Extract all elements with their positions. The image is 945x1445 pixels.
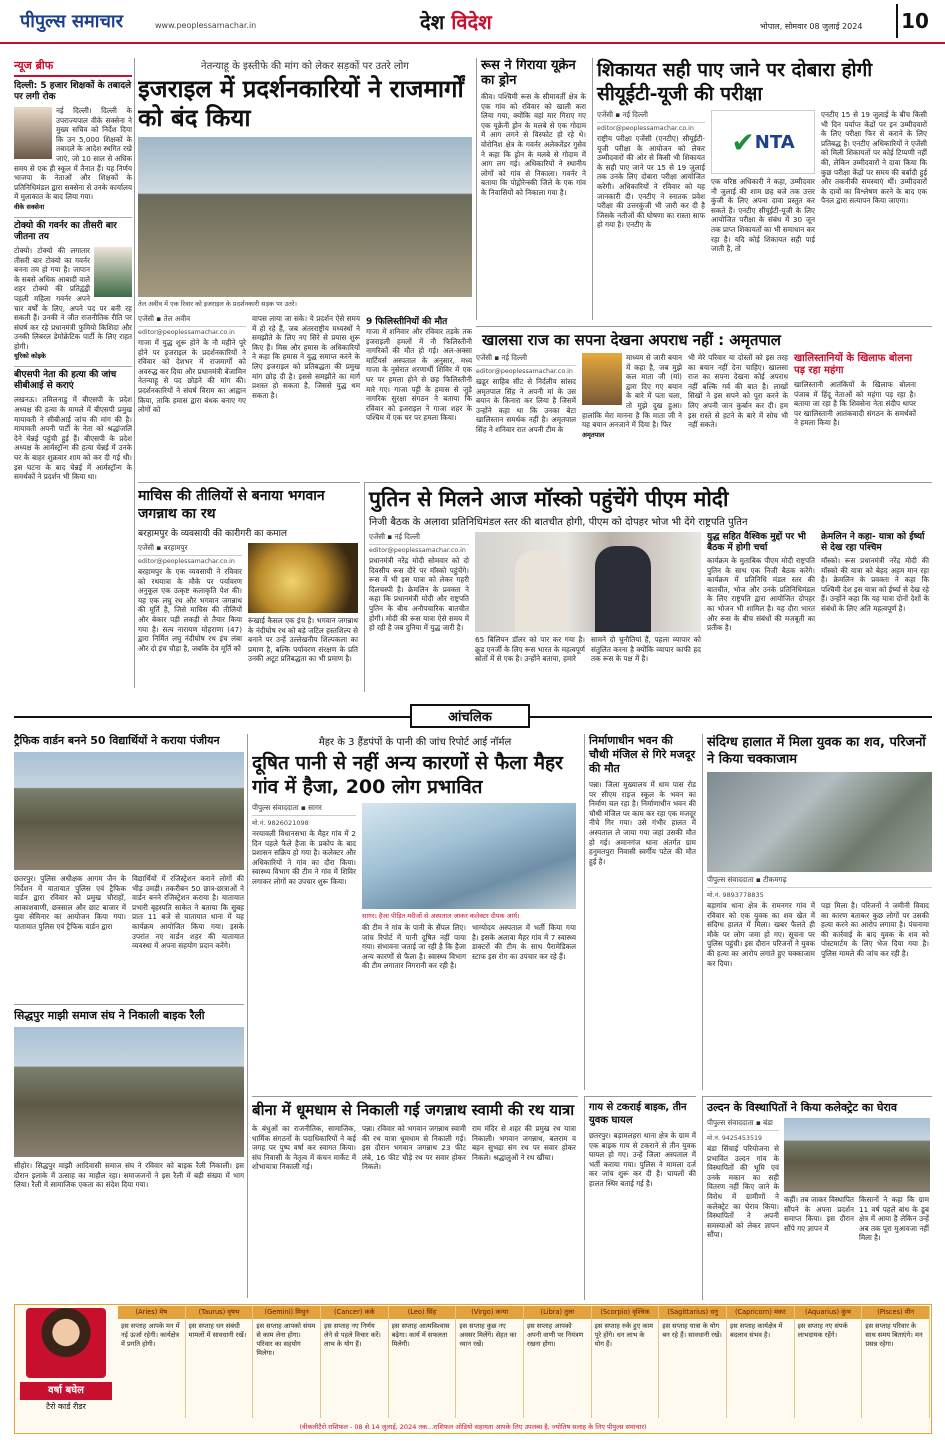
bina-col3: राम मंदिर से शहर की प्रमुख रथ यात्रा निकाली। भगवान जगन्नाथ, बलराम व बहन सुभद्रा संग रथ पर सवार होकर निकले। श्रद्धालुओं ने रथ खींचा। (472, 1124, 576, 1162)
amritpal-col3: भी मेरे परिवार या दोस्तों को इस तरह का बयान नहीं देना चाहिए। खालसा राज का सपना देखना कोई अपराध नहीं बल्कि गर्व की बात है। लाखों सिखों ने इस सपने को पूरा करने के लिए अपनी जान कुर्बान कर दी। हम इस रास्ते से हटने के बारे में सोच भी नहीं सकते। (688, 353, 788, 430)
zodiac-sign-0 (118, 1306, 186, 1418)
ulldan-story (702, 1096, 932, 1300)
modi-box2-title: क्रेमलिन ने कहा- यात्रा को ईर्ष्या से देख रहा पश्चिम (821, 532, 925, 553)
maihar-caption: सागर। हैजा पीड़ित मरीजों से अस्पताल जाकर कलेक्टर दीपक आर्य। (362, 912, 520, 920)
page-number: 10 (896, 4, 932, 38)
zodiac-sign-name: (Libra) तुला (524, 1306, 591, 1319)
amritpal-side-title: खालिस्तानियों के खिलाफ बोलना पड़ रहा महंगा (794, 353, 913, 376)
zodiac-sign-text: इस सप्ताह आत्मविश्वास बढ़ेगा। कार्य में सफलता मिलेगी। (391, 1322, 450, 1348)
zodiac-sign-8 (659, 1306, 727, 1418)
zodiac-sign-name: (Cancer) कर्क (321, 1306, 388, 1319)
nta-check-icon: ✔ (731, 125, 755, 159)
zodiac-sign-5 (456, 1306, 524, 1418)
zodiac-sign-name: (Pisces) मीन (862, 1306, 929, 1319)
siddhpur-headline: सिद्धपुर माझी समाज संघ ने निकाली बाइक रैली (14, 1009, 205, 1022)
jagannath-col1: बरहामपुर के एक व्यवसायी ने रविवार को रथयात्रा के मौके पर पर्यावरण अनुकूल एक उत्कृष्ट कलाकृति पेश की। यह एक लघु रथ और भगवान जगन्नाथ की मूर्ति है, जिसे माचिस की तीलियों और बेकार पड़ी लकड़ी से तैयार किया गया है। सत्य नारायण मोहराणा (47) द्वारा निर्मित लघु नंदीघोष रथ इंच लंबा और दो इंच चौड़ा है, जबकि देव मूर्ति को (138, 567, 242, 653)
brief-3-text: लखनऊ। तमिलनाडु में बीएसपी के प्रदेश अध्यक्ष की हत्या के मामले में बीएसपी प्रमुख मायावती ने सीबीआई जांच की मांग की है। मायावती अपनी पार्टी के नेता को श्रद्धांजलि देने चेन्नई पहुंची हुई हैं। बीएसपी के प्रदेश अध्यक्ष के आर्मस्ट्रॉन्ग की हत्या चेन्नई में उनके घर के बाहर शुक्रवार शाम को कर दी गई थी। इस घटना के बाद चेन्नई में आर्मस्ट्रॉन्ग के समर्थकों ने प्रदर्शन भी किया था। (14, 395, 132, 482)
zodiac-sign-name: (Scorpio) वृश्चिक (592, 1306, 659, 1319)
section-title (420, 8, 492, 35)
amritpal-caption: अमृतपाल (582, 430, 605, 439)
zodiac-sign-name: (Aquarius) कुंभ (795, 1306, 862, 1319)
ulldan-col2: कहीं। तब जाकर विस्थापित सौंपने के अपना प्रदर्शन समाप्त किया। इस दौरान सौंपे गए ज्ञापन में (784, 1195, 854, 1233)
maihar-kicker: मैहर के 3 हैंडपंपों के पानी की जांच रिपोर्ट आई नॉर्मल (318, 737, 512, 748)
zodiac-host-photo (26, 1308, 106, 1378)
modi-col1: प्रधानमंत्री नरेंद्र मोदी सोमवार को दो दिवसीय रूस दौरे पर मॉस्को पहुंचेंगे। रूस में भी इस यात्रा को लेकर गहरी दिलचस्पी है। क्रेमलिन के प्रवक्ता ने कहा कि प्रधानमंत्री मोदी और राष्ट्रपति पुतिन के बीच अनौपचारिक बातचीत होगी। मोदी की रूस यात्रा ऐसे समय में हो रही है जब दुनिया में युद्ध जारी है। (369, 556, 469, 633)
modi-box1-text: कार्यक्रम के मुताबिक पीएम मोदी राष्ट्रपति पुतिन के साथ एक निजी बैठक करेंगे। कार्यक्रम में प्रतिनिधि मंडल स्तर की बातचीत, भोज और उनके प्रतिनिधिमंडल के लिए राष्ट्रपति द्वारा आयोजित दोपहर का भोजन भी शामिल है। यह दौरा भारत और रूस के बीच संबंधों की मजबूती का प्रतीक है। (707, 556, 815, 633)
ulldan-col1: बंडा सिंचाई परियोजना से प्रभावित उल्दन गांव के विस्थापितों की भूमि एवं उनके मकान का सही वितरण नहीं किए जाने के विरोध में ग्रामीणों ने कलेक्ट्रेट का घेराव किया। विस्थापितों ने अपनी समस्याओं को लेकर ज्ञापन सौंपा। (707, 1144, 779, 1240)
brief-1-caption: वीके सक्सेना (14, 202, 45, 211)
modi-email[interactable]: editor@peoplessamachar.co.in (369, 547, 466, 554)
brief-1-photo (14, 107, 52, 159)
youth-col2: पड़ा मिला है। परिजनों ने जमीनी विवाद का कारण बताकर कुछ लोगों पर उसकी हत्या करने का आरोप लगाया है। पंचनामा की कार्रवाई के बाद युवक के शव को पोस्टमार्टम के लिए भेज दिया गया है। पुलिस मामले की जांच कर रही है। (821, 901, 929, 958)
zodiac-sign-text: इस सप्ताह कुछ नए अवसर मिलेंगे। सेहत का ध्यान रखें। (459, 1322, 517, 1348)
traffic-col2: विद्यार्थियों में रजिस्ट्रेशन कराने लोगों की भीड़ उमड़ी। तकरीबन 50 छात्र-छात्राओं ने वार्डन बनने रजिस्ट्रेशन कराया है। यातायात प्रभारी बृहस्पति साकेत ने बताया कि सुबह प्रातः 11 बजे से यातायात थाना में यह कार्यक्रम आयोजित किया गया। इसके उपरांत नए वार्डन शहर की यातायात व्यवस्था में अपना सहयोग प्रदान करेंगे। (132, 874, 244, 951)
zodiac-sign-text: इस सप्ताह कार्यक्षेत्र में बदलाव संभव है। (730, 1322, 783, 1339)
israel-byline: एजेंसी ▪ तेल अवीव (138, 314, 246, 327)
nta-col2: एक वरिष्ठ अधिकारी ने कहा, उम्मीदवार नौ जुलाई की शाम छह बजे तक उत्तर कुंजी के लिए अपना दावा प्रस्तुत कर सकते हैं। एनटीए सीयूईटी-यूजी के लिए आयोजित परीक्षा के संबंध में 30 जून तक प्राप्त शिकायतों का भी समाधान कर रहा है। यदि कोई शिकायत सही पाई जाती है, तो (711, 177, 815, 254)
zodiac-host-role: टैरो कार्ड रीडर (46, 1402, 86, 1411)
zodiac-sign-name: (Leo) सिंह (389, 1306, 456, 1319)
amritpal-story (476, 326, 932, 478)
israel-caption: तेल अवीव में एक रिवार को इजराइल के प्रदर्शनकारी सड़क पर उतरे। (138, 300, 297, 308)
ulldan-photo (784, 1118, 930, 1192)
israel-col2: वापस लाया जा सके। ये प्रदर्शन ऐसे समय में हो रहे हैं, जब अंतरराष्ट्रीय मध्यस्थों ने समझौते के लिए नए सिरे से प्रयास शुरू किए हैं। मिस्र और हमास के अधिकारियों ने कहा कि हमास ने युद्ध समाप्त करने के लिए इजराइल को प्रतिबद्धता की प्रमुख मांग छोड़ दी है। इससे समझौते का मार्ग प्रशस्त हो सकता है, जिससे युद्ध थम सकता है। (252, 314, 360, 400)
maihar-headline: दूषित पानी से नहीं अन्य कारणों से फैला मैहर गांव में हैजा, 200 लोग प्रभावित (252, 752, 563, 798)
youth-photo (707, 772, 932, 872)
brief-1-title: दिल्ली: 5 हजार शिक्षकों के तबादले पर लगी रोक (14, 81, 132, 102)
news-brief-label: न्यूज ब्रीफ (14, 58, 132, 77)
traffic-headline: ट्रैफिक वार्डन बनने 50 विद्यार्थियों ने कराया पंजीयन (14, 734, 220, 747)
accident-story (584, 1096, 696, 1300)
brief-2-text: टोक्यो। टोक्यो की लगातार तीसरी बार टोक्यो का गवर्नर बनना तय हो गया है। जापान के सबसे अधिक आबादी वाले शहर टोक्यो की प्रतिद्वंद्वी पहली महिला गवर्नर अपने चार वर्षों के लिए, अपने पद पर बनी रह सकती हैं। उनकी ने जीत राजनीतिक रीति पर संघर्ष कर रहे प्रधानमंत्री फुमियो किशिदा और उनकी लिबरल डेमोक्रेटिक पार्टी के लिए राहत होगी। (14, 245, 132, 351)
youth-phone: मो.नं. 9893778835 (707, 891, 764, 899)
maihar-byline: पीपुल्स संवाददाता ▪ सागर (252, 803, 356, 816)
zodiac-sign-2 (253, 1306, 321, 1418)
israel-box-text: गाजा में शनिवार और रविवार तड़के तक इजराइली हमलों में नौ फिलिस्तीनी नागरिकों की मौत हो गई। अल-अक्सा मार्टियर्स अस्पताल के अनुसार, मध्य गाजा के नुसेरात शरणार्थी शिविर में एक घर पर हमला होने से छह फिलिस्तीनी मारे गए। गाजा पट्टी के हमास से जुड़े नागरिक सुरक्षा संगठन ने बताया कि रविवार को इजराइल ने गाजा शहर के पश्चिम में एक घर पर हमला किया। (366, 327, 472, 423)
regional-label-text: आंचलिक (448, 710, 492, 725)
jagannath-sub: बरहामपुर के व्यवसायी की कारीगरी का कमाल (138, 529, 287, 539)
modi-photo-person-2 (595, 546, 651, 632)
traffic-story (14, 734, 244, 1000)
brief-2-title: टोक्यो की गवर्नर का तीसरी बार जीतना तय (14, 217, 132, 243)
bina-story (252, 1096, 578, 1300)
zodiac-sign-11 (862, 1306, 930, 1418)
amritpal-headline: खालसा राज का सपना देखना अपराध नहीं : अमृतपाल (482, 331, 781, 349)
bina-col1: के बंधुओं का राजनीतिक, सामाजिक, धार्मिक संगठनों के पदाधिकारियों ने कई जगह पर पुष्प वर्षा कर स्वागत किया। संघ निवासी के नेतृत्व में कंचन मार्केट में शोभायात्रा निकाली गई। (252, 1124, 356, 1172)
nta-logo-text: NTA (754, 131, 795, 153)
israel-col1: गाजा में युद्ध शुरू होने के नौ महीने पूरे होने पर इजराइल के प्रदर्शनकारियों ने रविवार को देशभर में राजमार्गों को अवरुद्ध कर दिया और प्रधानमंत्री बेंजामिन नेतन्याहू से पद छोड़ने की मांग की। प्रदर्शनकारियों ने संघर्ष विराम का आह्वान किया, ताकि हमास द्वारा बंधक बनाए गए लोगों को (138, 338, 246, 415)
zodiac-sign-text: इस सप्ताह नए निर्णय लेने से पहले विचार करें। लाभ के योग हैं। (324, 1322, 381, 1348)
zodiac-sign-7 (592, 1306, 660, 1418)
israel-box-title: 9 फिलिस्तीनियों की मौत (366, 317, 448, 327)
maihar-col2: की टीम ने गांव के पानी के सैंपल लिए। जांच रिपोर्ट में पानी दूषित नहीं पाया गया। संभावना जताई जा रही है कि हैजा अन्य कारणों से फैला है। स्वास्थ्य विभाग की टीम लगातार निगरानी कर रही है। (362, 923, 466, 971)
maihar-phone: मो.नं. 9826021098 (252, 819, 309, 827)
bina-col2: पन्ना। रविवार को भगवान जगन्नाथ स्वामी की रथ यात्रा धूमधाम से निकाली गई। इस दौरान भगवान जगन्नाथ 23 फीट लंबे, 16 फीट चौड़े रथ पर सवार होकर निकले। (362, 1124, 466, 1172)
nta-byline: एजेंसी ▪ नई दिल्ली (597, 110, 705, 123)
maihar-col3: भाग्योदय अस्पताल में भर्ती किया गया है। इसके अलावा मैहर गांव में 7 स्वास्थ्य डाक्टरों की टीम के साथ पैरामेडिकल स्टाफ इस रोग का उपचार कर रहे हैं। (472, 923, 576, 961)
amritpal-photo (582, 353, 622, 405)
ulldan-col3: किसानों ने कहा कि ग्राम 11 वर्ष पहले बांध के डूब क्षेत्र में आया है लेकिन उन्हें अब तक पूरा मुआवजा नहीं मिला है। (859, 1195, 929, 1243)
amritpal-byline: एजेंसी ▪ नई दिल्ली (476, 353, 576, 366)
youth-col1: बड़ागांव थाना क्षेत्र के रामनगर गांव में रविवार को एक युवक का शव खेत में संदिग्ध हालत में मिला। खबर फैलते ही मौके पर लोग जमा हो गए। सूचना पर पुलिस पहुंची। इस दौरान परिजनों ने युवक की हत्या का आरोप लगाते हुए चक्काजाम कर दिया। (707, 901, 815, 968)
zodiac-sign-name: (Aries) मेष (118, 1306, 185, 1319)
construction-story (584, 734, 696, 1090)
construction-text: पन्ना। जिला मुख्यालय में धाम पास रोड पर सीएम राइज स्कूल के भवन का निर्माण चल रहा है। निर्माणाधीन भवन की चौथी मंजिल पर काम कर रहा एक मजदूर नीचे गिर गया। उसे गंभीर हालत में अस्पताल ले जाया गया जहां उसकी मौत हो गई। अमानगंज थाना अंतर्गत ग्राम हनुमतपुरा निवासी स्वर्गीय पटेल की मौत हुई है। (589, 780, 696, 866)
zodiac-sign-10 (795, 1306, 863, 1418)
brief-2-caption: यूरिको कोइके (14, 352, 46, 361)
zodiac-sign-text: इस सप्ताह आपको संयम से काम लेना होगा। परिवार का सहयोग मिलेगा। (256, 1322, 316, 1357)
zodiac-sign-text: इस सप्ताह आपको अपनी वाणी पर नियंत्रण रखना होगा। (527, 1322, 584, 1348)
dateline: भोपाल, सोमवार 08 जुलाई 2024 (760, 22, 863, 31)
siddhpur-story (14, 1004, 244, 1300)
nta-col3: एनटीए 15 से 19 जुलाई के बीच किसी भी दिन पर्याप्त केंद्रों पर इन उम्मीदवारों के लिए परीक्षा फिर से कराने के लिए प्रतिबद्ध है। एनटीए अधिकारियों ने एजेंसी को मिली शिकायतों पर कोई टिप्पणी नहीं की, लेकिन उम्मीदवारों ने दावा किया कि कुछ परीक्षा केंद्रों पर समय की बर्बादी हुई और तकनीकी समस्याएं थीं। उम्मीदवारों के दावों का विश्लेषण करने के बाद एक पैनल द्वारा सत्यापन किया जाएगा। (821, 110, 927, 206)
zodiac-sign-1 (186, 1306, 254, 1418)
traffic-col1: छतरपुर। पुलिस अधीक्षक आगम जैन के निर्देशन में यातायात पुलिस एवं ट्रैफिक वार्डन द्वारा रविवार को प्रमुख चौराहों, आकाशवाणी, छत्रसाल और छाट बाजार में युवा सेमिनार का आयोजन किया गया। यातायात पुलिस एवं ट्रैफिक वार्डन द्वारा (14, 874, 126, 931)
israel-email[interactable]: editor@peoplessamachar.co.in (138, 329, 235, 336)
russia-story (476, 58, 586, 320)
zodiac-sign-9 (727, 1306, 795, 1418)
zodiac-sign-text: इस सप्ताह धन संबंधी मामलों में सावधानी रखें। (188, 1322, 247, 1339)
israel-photo (138, 137, 472, 297)
maihar-story (252, 734, 578, 1090)
zodiac-host (16, 1306, 116, 1418)
zodiac-sign-text: इस सप्ताह नए संपर्क लाभदायक रहेंगे। (797, 1322, 848, 1339)
brief-1-text: नई दिल्ली। दिल्ली के उपराज्यपाल वीके सक्सेना ने मुख्य सचिव को निर्देश दिया कि उन 5,000 शिक्षकों के तबादले के आदेश स्थगित रखे जाएं, जो 10 साल से अधिक समय से एक ही स्कूल में तैनात हैं। यह निर्णय भाजपा के नेताओं और शिक्षकों के प्रतिनिधिमंडल द्वारा सक्सेना से उनके कार्यालय में मुलाकात के बाद लिया गया। (14, 106, 132, 202)
zodiac-sign-text: इस सप्ताह परिवार के साथ समय बिताएंगे। मन प्रसन्न रहेगा। (865, 1322, 923, 1348)
jagannath-headline: माचिस की तीलियों से बनाया भगवान जगन्नाथ का रथ (138, 488, 325, 522)
zodiac-sign-text: इस सप्ताह आपके मन में नई ऊर्जा रहेगी। कार्यक्षेत्र में प्रगति होगी। (121, 1322, 180, 1348)
zodiac-sign-name: (Gemini) मिथुन (253, 1306, 320, 1319)
amritpal-side-text: खालिस्तानी आतंकियों के खिलाफ बोलना पंजाब में हिंदू नेताओं को महंगा पड़ रहा है। बताया जा रहा है कि शिवसेना नेता संदीप थापर पर खालिस्तानी आतंकवादी संगठन के समर्थकों ने हमला किया है। (794, 380, 916, 428)
amritpal-col2: माध्यम से जारी बयान में कहा है, जब मुझे कल माता जी (मां) द्वारा दिए गए बयान के बारे में पता चला, तो मुझे दुख हुआ। हालांकि मेरा मानना है कि माता जी ने यह बयान अनजाने में दिया है। फिर (582, 353, 682, 430)
youth-story (702, 734, 932, 1090)
modi-headline: पुतिन से मिलने आज मॉस्को पहुंचेंगे पीएम मोदी (369, 487, 729, 511)
modi-photo (475, 532, 701, 632)
brief-3-title: बीएसपी नेता की हत्या की जांच सीबीआई से कराएं (14, 366, 132, 392)
zodiac-sign-3 (321, 1306, 389, 1418)
jagannath-col2: रूंखाई कैसल एक इंच है। भगवान जगन्नाथ के नंदीघोष रथ को बड़े जटिल हस्तशिल्प से बनाने पर उन्हें उल्लेखनीय शिल्पकला का प्रमाण है, बल्कि पर्यावरण संरक्षण के प्रति उनकी अटूट प्रतिबद्धता का भी प्रमाण है। (248, 616, 358, 664)
accident-headline: गाय से टकराई बाइक, तीन युवक घायल (589, 1102, 687, 1126)
zodiac-sign-text: इस सप्ताह रुके हुए काम पूरे होंगे। धन लाभ के योग हैं। (594, 1322, 654, 1348)
maihar-col1: नरयावली विधानसभा के मैहर गांव में 2 दिन पहले फैले हैजा के प्रकोप के बाद प्रशासन सक्रिय हो गया है। कलेक्टर और अधिकारियों ने गांव का दौरा किया। स्वास्थ्य विभाग की टीम ने गांव में शिविर लगाकर लोगों का उपचार शुरू किया। (252, 829, 356, 886)
bina-headline: बीना में धूमधाम से निकाली गई जगन्नाथ स्वामी की रथ यात्रा (252, 1101, 575, 1119)
regional-label (410, 704, 530, 728)
russia-headline: रूस ने गिराया यूक्रेन का ड्रोन (481, 58, 576, 88)
construction-headline: निर्माणाधीन भवन की चौथी मंजिल से गिरे मजदूर की मौत (589, 734, 696, 775)
russia-text: कीव। पश्चिमी रूस के सीमावर्ती क्षेत्र के एक गांव को रविवार को खाली करा लिया गया, क्योंकि वहां मार गिराए गए एक यूक्रेनी ड्रोन के मलबे से एक गोदाम में आग लगने से विस्फोट हो रहे थे। वोरोनिश क्षेत्र के गवर्नर अलेक्जेंडर गुसेव ने कहा कि ड्रोन के मलबे से गोदाम में आग लग गई। अधिकारियों ने स्थानीय लोगों को गांव से निकाला। गवर्नर ने बताया कि पोद्गोरेन्स्की जिले के एक गांव के निवासियों को निकाला गया है। (481, 92, 586, 197)
section-title-2: विदेश (451, 10, 492, 34)
jagannath-story (138, 482, 360, 692)
traffic-photo (14, 752, 244, 870)
ulldan-phone: मो.नं. 9425453519 (707, 1135, 762, 1142)
zodiac-sign-name: (Virgo) कन्या (456, 1306, 523, 1319)
zodiac-sign-6 (524, 1306, 592, 1418)
youth-headline: संदिग्ध हालात में मिला युवक का शव, परिजनों ने किया चक्काजाम (707, 735, 926, 767)
youth-byline: पीपुल्स संवाददाता ▪ टीकमगढ़ (707, 875, 932, 888)
maihar-photo (362, 803, 576, 909)
zodiac-footer: (वीकलीटैरो राशिफल - 08 से 14 जुलाई, 2024 तक...राशिफल ओडियो सहायता आपके लिए उपलब्ध है, ज्योतिष सलाह के लिए पीपुल्स समाचार) (299, 1423, 647, 1431)
nta-email[interactable]: editor@peoplessamachar.co.in (597, 125, 694, 132)
zodiac-sign-4 (389, 1306, 457, 1418)
jagannath-photo (248, 543, 358, 613)
zodiac-host-name: वर्षा बघेल (20, 1382, 112, 1400)
nta-headline: शिकायत सही पाए जाने पर दोबारा होगी सीयूईटी-यूजी की परीक्षा (597, 59, 873, 105)
nta-col1: राष्ट्रीय परीक्षा एजेंसी (एनटीए) सीयूईटी-यूजी परीक्षा के आयोजन को लेकर उम्मीदवारों की ओर से किसी भी शिकायत के सही पाए जाने पर 15 से 19 जुलाई तक उनके लिए दोबारा परीक्षा आयोजित करेगी। अधिकारियों ने रविवार को यह जानकारी दी। एनटीए ने स्नातक प्रवेश परीक्षा की उत्तरकुंजी भी जारी कर दी है जिसके नतीजों की घोषणा का रास्ता साफ हो गया है। एनटीए के (597, 134, 705, 230)
modi-col2: 65 बिलियन डॉलर को पार कर गया है। क्रूड एनर्जी के लिए रूस भारत के महत्वपूर्ण स्रोतों में से एक है। उन्होंने बताया, हमारे (475, 635, 585, 664)
zodiac-sign-name: (Capricorn) मकर (727, 1306, 794, 1319)
amritpal-col1: खडूर साहिब सीट से निर्दलीय सांसद अमृतपाल सिंह ने अपनी मां के उस बयान के किनारा कर लिया है जिसमें उन्होंने कहा था कि उनका बेटा खालिस्तान समर्थक नहीं है। अमृतपाल सिंह ने शनिवार रात अपनी टीम के (476, 377, 576, 434)
modi-col3: सामने दो चुनौतियां हैं, पहला व्यापार को संतुलित करना है क्योंकि व्यापार काफी हद तक रूस के पक्ष में है। (591, 635, 701, 664)
modi-story (364, 482, 932, 692)
zodiac-sign-name: (Taurus) वृषभ (186, 1306, 253, 1319)
paper-url[interactable]: www.peoplessamachar.in (155, 21, 257, 30)
modi-box2-text: मॉस्को। रूस प्रधानमंत्री नरेंद्र मोदी की मॉस्को की यात्रा को बेहद अहम मान रहा है। क्रेमलिन के प्रवक्ता ने कहा कि पश्चिमी देश इस यात्रा को ईर्ष्या से देख रहे हैं। उन्होंने कहा कि यह यात्रा दोनों देशों के संबंधों के लिए अति महत्वपूर्ण है। (821, 556, 929, 613)
modi-box1-title: युद्ध सहित वैश्विक मुद्दों पर भी बैठक में होगी चर्चा (707, 532, 806, 553)
modi-photo-person-1 (515, 550, 565, 632)
section-title-1: देश (420, 10, 445, 34)
zodiac-sign-name: (Sagittarius) धनु (659, 1306, 726, 1319)
israel-headline: इजराइल में प्रदर्शनकारियों ने राजमार्गों को बंद किया (138, 75, 464, 132)
paper-logo: पीपुल्स समाचार (20, 11, 123, 32)
siddhpur-text: सीहोर। सिद्धपुर माझी आदिवासी समाज संघ ने रविवार को बाइक रैली निकाली। इस दौरान इलाके में उत्साह का माहौल रहा। समाजजनों ने इस रैली में बड़ी संख्या में भाग लिया। रैली में सामाजिक एकता का संदेश दिया गया। (14, 1161, 244, 1190)
jagannath-byline: एजेंसी ▪ बरहामपुर (138, 543, 242, 556)
zodiac-sign-text: इस सप्ताह यात्रा के योग बन रहे हैं। सावधानी रखें। (662, 1322, 722, 1339)
news-brief-column (14, 58, 132, 688)
modi-byline: एजेंसी ▪ नई दिल्ली (369, 532, 469, 545)
siddhpur-photo (14, 1027, 244, 1157)
ulldan-byline: पीपुल्स संवाददाता ▪ बंडा (707, 1118, 779, 1131)
brief-2-photo (94, 247, 132, 297)
israel-kicker: नेतन्याहू के इस्तीफे की मांग को लेकर सड़कों पर उतरे लोग (201, 61, 409, 72)
ulldan-headline: उल्दन के विस्थापितों ने किया कलेक्ट्रेट का घेराव (707, 1101, 897, 1114)
nta-story (592, 58, 932, 320)
masthead (0, 0, 945, 44)
jagannath-email[interactable]: editor@peoplessamachar.co.in (138, 558, 235, 565)
modi-sub: निजी बैठक के अलावा प्रतिनिधिमंडल स्तर की बातचीत होगी, पीएम को दोपहर भोज भी देंगे राष्ट्रपति पुतिन (369, 517, 748, 528)
israel-story (138, 58, 472, 498)
accident-text: छतरपुर। बड़ामलहरा थाना क्षेत्र के ग्राम में एक बाइक गाय से टकराने से तीन युवक घायल हो गए। उन्हें जिला अस्पताल में भर्ती कराया गया। पुलिस ने मामला दर्ज कर जांच शुरू कर दी है। घायलों की हालत स्थिर बताई गई है। (589, 1131, 696, 1188)
nta-logo (711, 110, 815, 174)
amritpal-email[interactable]: editor@peoplessamachar.co.in (476, 368, 573, 375)
